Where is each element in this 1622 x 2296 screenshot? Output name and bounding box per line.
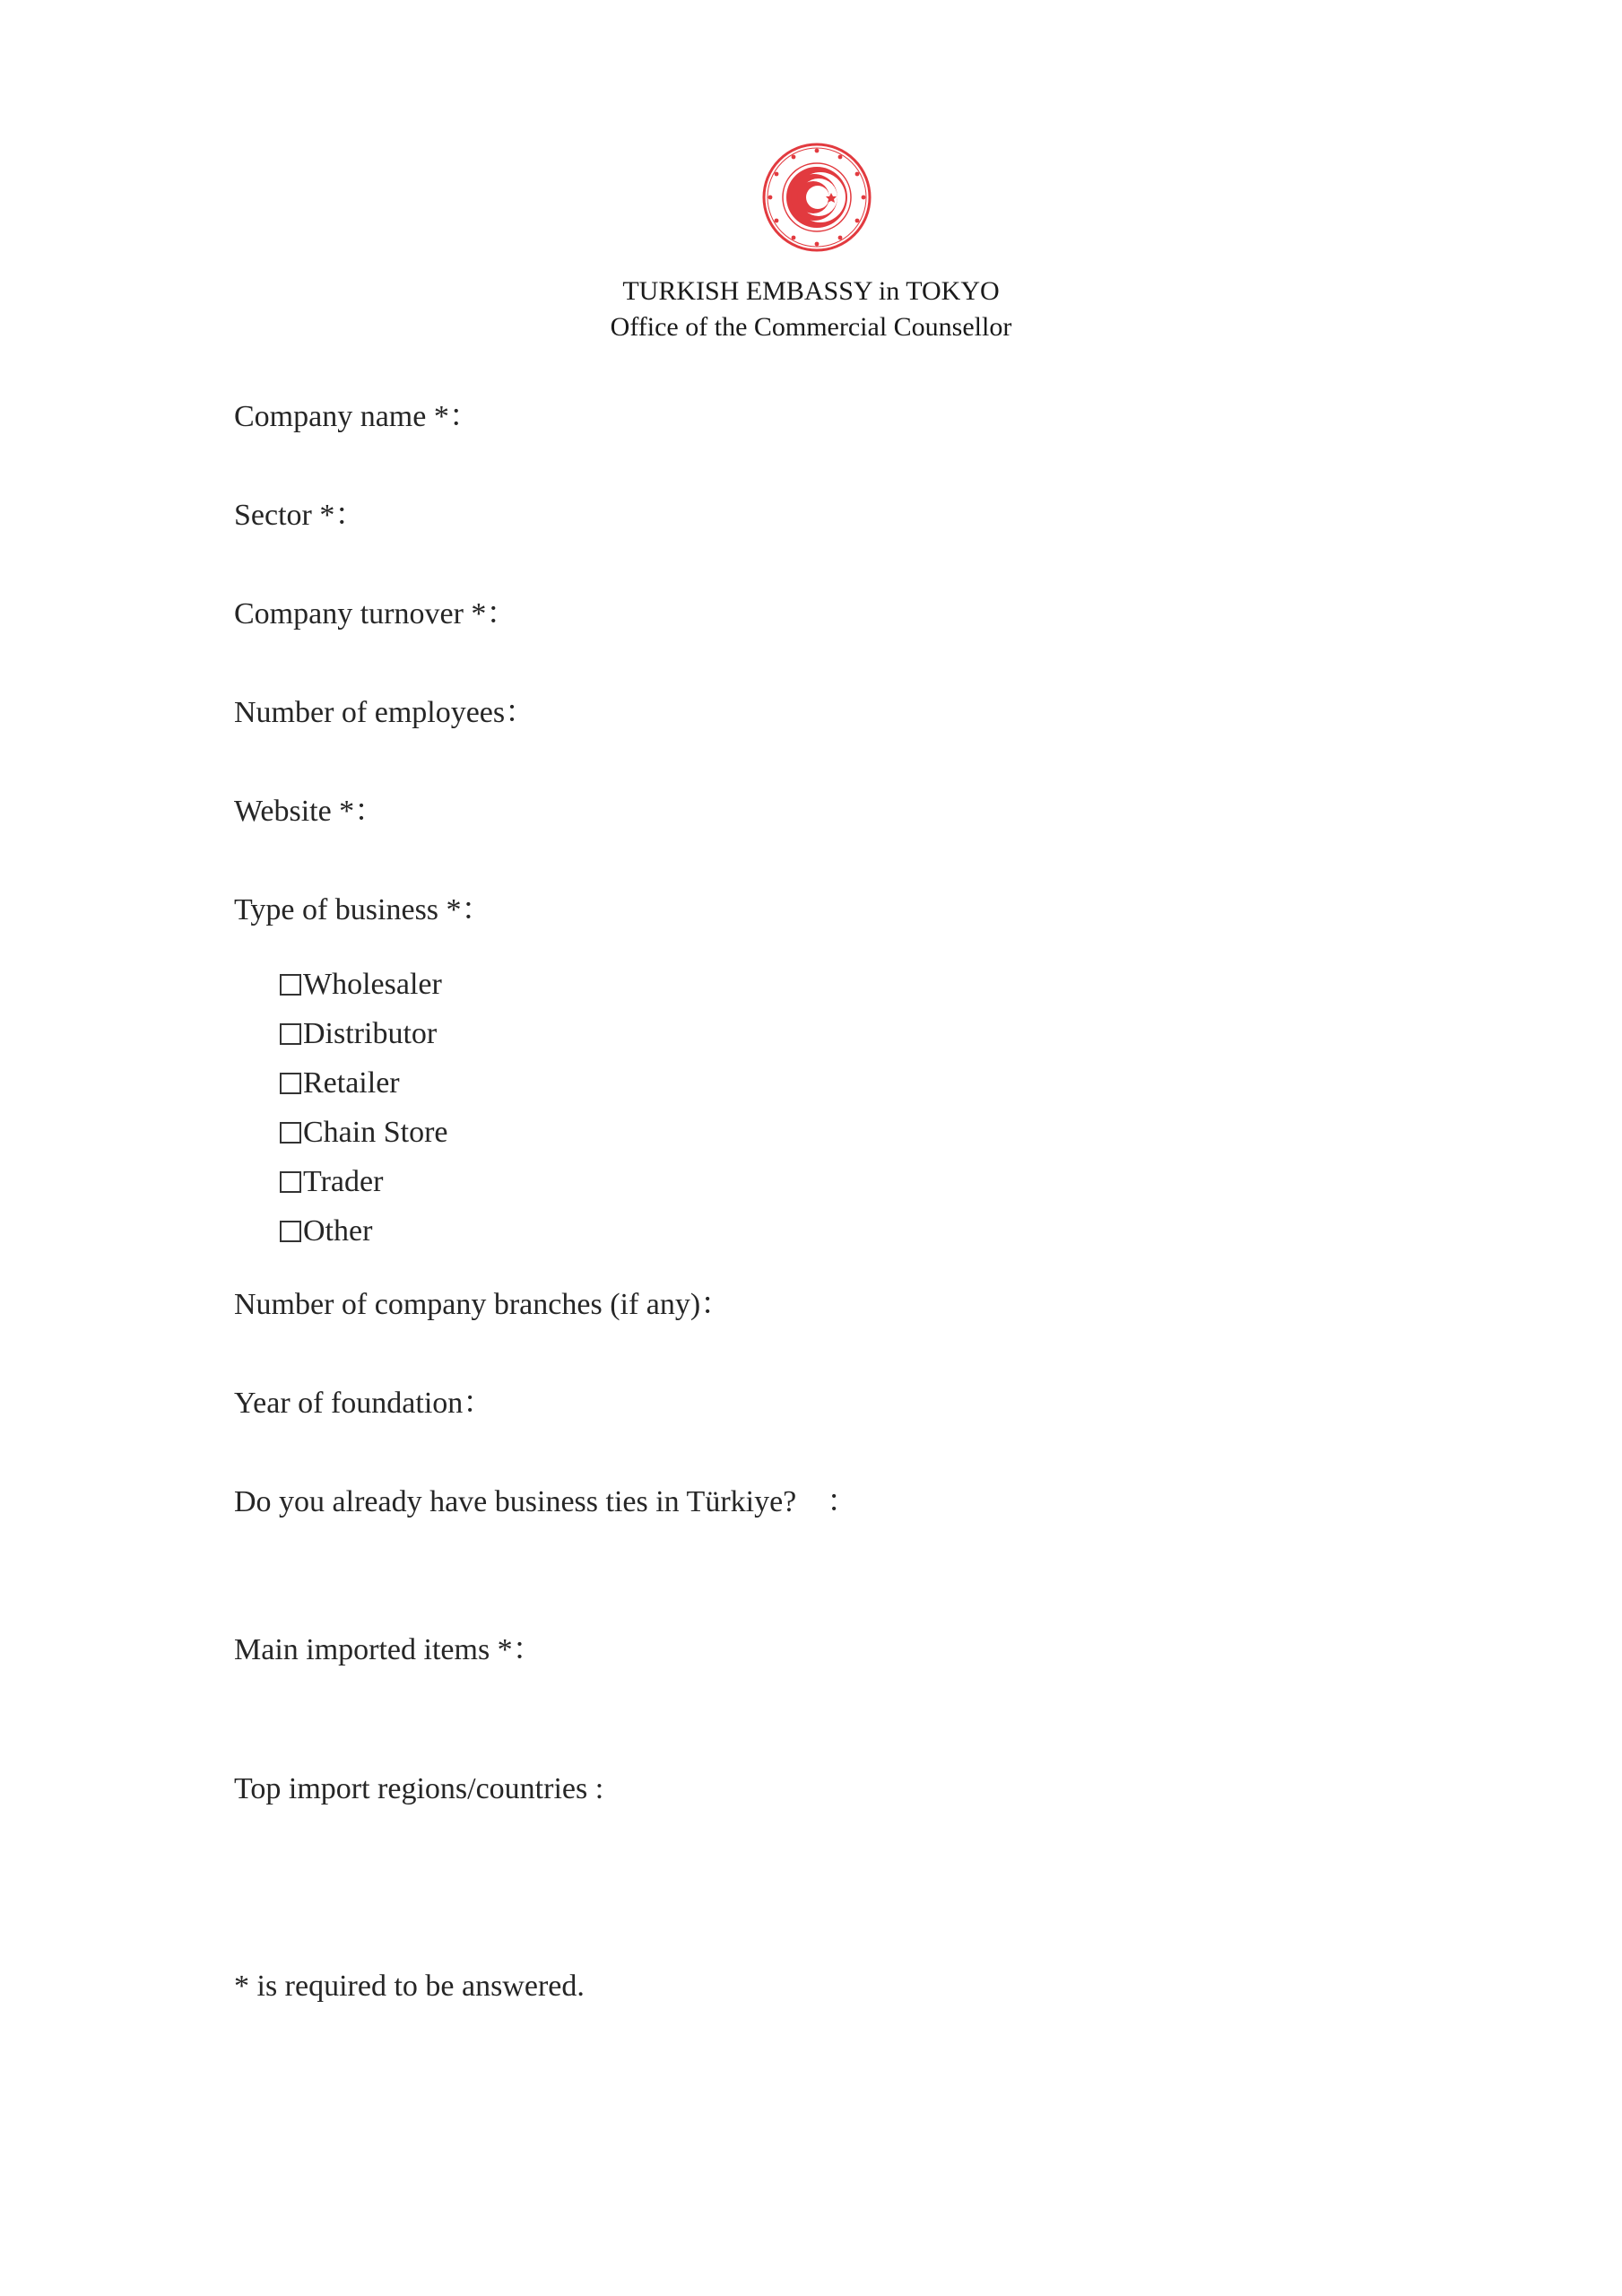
year-of-foundation-label: Year of foundation：	[234, 1387, 494, 1420]
website-label: Website *：	[234, 795, 386, 828]
option-label: Chain Store	[303, 1116, 448, 1149]
company-turnover-label: Company turnover *：	[234, 597, 517, 631]
checkbox-icon[interactable]	[280, 1221, 301, 1242]
embassy-title: TURKISH EMBASSY in TOKYO	[622, 276, 1000, 306]
option-label: Trader	[303, 1165, 384, 1198]
sector-label: Sector *：	[234, 499, 366, 532]
number-of-employees-label: Number of employees：	[234, 696, 536, 729]
type-of-business-label: Type of business *：	[234, 893, 492, 926]
business-ties-label: Do you already have business ties in Türkiye? ：	[234, 1485, 858, 1518]
option-label: Retailer	[303, 1066, 400, 1100]
option-other[interactable]	[249, 1180, 372, 1283]
required-footnote: * is required to be answered.	[234, 1970, 585, 2003]
ministry-seal-logo	[761, 142, 872, 253]
option-label: Wholesaler	[303, 968, 442, 1001]
option-label: Distributor	[303, 1017, 438, 1050]
option-label: Other	[303, 1214, 373, 1248]
company-name-label: Company name *：	[234, 400, 480, 433]
office-subtitle: Office of the Commercial Counsellor	[610, 312, 1012, 342]
company-branches-label: Number of company branches (if any)：	[234, 1288, 732, 1321]
main-imported-items-label: Main imported items *：	[234, 1633, 543, 1666]
top-import-regions-label: Top import regions/countries :	[234, 1772, 604, 1805]
